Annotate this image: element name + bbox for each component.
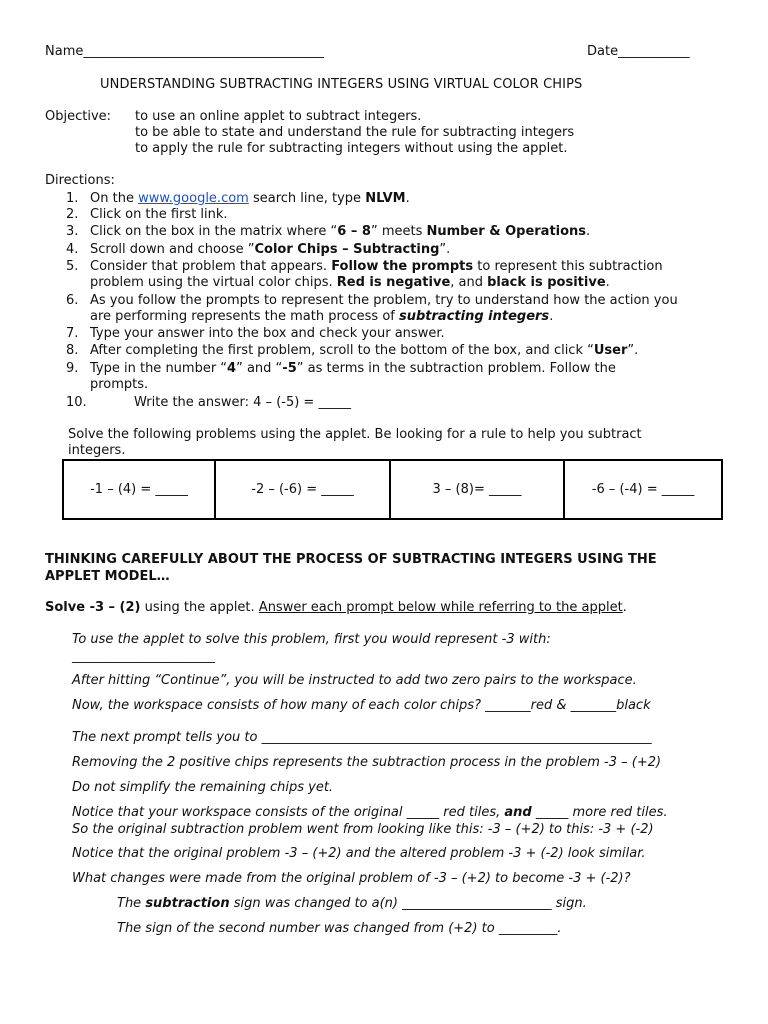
direction-num: 9. <box>66 361 79 376</box>
page-title: UNDERSTANDING SUBTRACTING INTEGERS USING VIRTUAL COLOR CHIPS <box>100 77 583 92</box>
prompt-12: The sign of the second number was changed from (+2) to _________. <box>117 921 562 936</box>
d9-b: 4 <box>227 361 237 376</box>
p7-a: Notice that your workspace consists of the original _____ red tiles, <box>72 805 505 820</box>
d6-d: . <box>549 309 554 324</box>
d5-f: , and <box>450 275 488 290</box>
d5-c: to represent this subtraction <box>473 259 663 274</box>
d8-a: After completing the first problem, scroll to the bottom of the box, and click “ <box>90 343 594 358</box>
problem-cell[interactable]: 3 – (8)= _____ <box>390 460 564 519</box>
d4-b: Color Chips – Subtracting <box>254 242 440 257</box>
d3-a: Click on the box in the matrix where “ <box>90 224 338 239</box>
solve-end: . <box>622 600 627 615</box>
d1-text-b: search line, type <box>248 191 366 206</box>
direction-3 <box>90 224 590 239</box>
direction-6-line-2 <box>90 309 553 324</box>
prompt-2: After hitting “Continue”, you will be instructed to add two zero pairs to the workspace. <box>72 673 637 688</box>
date-field[interactable]: Date___________ <box>587 44 690 59</box>
prompt-9: Notice that the original problem -3 – (+2) and the altered problem -3 + (-2) look similar. <box>72 846 646 861</box>
direction-num: 6. <box>66 293 79 308</box>
solve-intro-line-2: integers. <box>68 443 126 458</box>
d3-e: . <box>586 224 591 239</box>
d1-text-a: On the <box>90 191 139 206</box>
problem-cell[interactable]: -6 – (-4) = _____ <box>564 460 722 519</box>
d5-b: Follow the prompts <box>331 259 474 274</box>
d4-a: Scroll down and choose ” <box>90 242 255 257</box>
prompt-5: Removing the 2 positive chips represents the subtraction process in the problem -3 – (+2) <box>72 755 662 770</box>
objective-line-3: to apply the rule for subtracting integers without using the applet. <box>135 141 568 156</box>
direction-5-line-2 <box>90 275 610 290</box>
d3-d: Number & Operations <box>426 224 587 239</box>
direction-2: Click on the first link. <box>90 207 228 222</box>
d1-nlvm: NLVM <box>365 191 406 206</box>
d5-d: problem using the virtual color chips. <box>90 275 337 290</box>
direction-6-line-1: As you follow the prompts to represent the problem, try to understand how the action you <box>90 293 678 308</box>
objective-label: Objective: <box>45 109 112 124</box>
prompt-1: To use the applet to solve this problem, first you would represent -3 with: <box>72 632 551 647</box>
direction-num: 1. <box>66 191 79 206</box>
d1-end: . <box>405 191 410 206</box>
directions-label: Directions: <box>45 173 115 188</box>
direction-4 <box>90 242 450 257</box>
prompt-10: What changes were made from the original problem of -3 – (+2) to become -3 + (-2)? <box>72 871 631 886</box>
prompt-8: So the original subtraction problem went from looking like this: -3 – (+2) to this: -3 + (-2) <box>72 822 654 837</box>
d5-e: Red is negative <box>336 275 451 290</box>
p7-b: and <box>504 805 532 820</box>
d3-c: ” meets <box>370 224 427 239</box>
direction-num: 4. <box>66 242 79 257</box>
answer-blank[interactable]: ______________________ <box>72 649 215 664</box>
prompt-6: Do not simplify the remaining chips yet. <box>72 780 334 795</box>
prompt-11 <box>117 896 587 911</box>
direction-num: 7. <box>66 326 79 341</box>
d6-b: are performing represents the math process of <box>90 309 399 324</box>
d5-h: . <box>605 275 610 290</box>
solve-intro-line-1: Solve the following problems using the applet. Be looking for a rule to help you subtract <box>68 427 642 442</box>
solve-underline: Answer each prompt below while referring to the applet <box>258 600 623 615</box>
p11-b: subtraction <box>145 896 230 911</box>
d9-c: ” and “ <box>236 361 283 376</box>
d6-c: subtracting integers <box>399 309 550 324</box>
direction-num: 8. <box>66 343 79 358</box>
p11-a: The <box>117 896 146 911</box>
d9-d: -5 <box>282 361 297 376</box>
direction-num: 10. <box>66 395 87 410</box>
prompt-7 <box>72 805 668 820</box>
direction-num: 5. <box>66 259 79 274</box>
p11-c: sign was changed to a(n) _______________________ sign. <box>229 896 587 911</box>
prompt-3: Now, the workspace consists of how many of each color chips? _______red & _______black <box>72 698 651 713</box>
direction-8 <box>90 343 638 358</box>
p7-c: _____ more red tiles. <box>531 805 668 820</box>
solve-bold: Solve -3 – (2) <box>45 600 141 615</box>
d9-e: ” as terms in the subtraction problem. Follow the <box>296 361 616 376</box>
direction-num: 3. <box>66 224 79 239</box>
direction-10: Write the answer: 4 – (-5) = _____ <box>134 395 351 410</box>
objective-line-1: to use an online applet to subtract integers. <box>135 109 422 124</box>
thinking-heading-1: THINKING CAREFULLY ABOUT THE PROCESS OF SUBTRACTING INTEGERS USING THE <box>45 552 657 567</box>
d5-a: Consider that problem that appears. <box>90 259 332 274</box>
d5-g: black is positive <box>487 275 606 290</box>
google-link[interactable]: www.google.com <box>138 191 249 206</box>
d4-c: ”. <box>439 242 451 257</box>
direction-9-line-2: prompts. <box>90 377 149 392</box>
problem-table <box>62 459 723 520</box>
direction-5-line-1 <box>90 259 663 274</box>
problem-cell[interactable]: -2 – (-6) = _____ <box>215 460 390 519</box>
problem-cell[interactable]: -1 – (4) = _____ <box>63 460 215 519</box>
d8-c: ”. <box>627 343 639 358</box>
d9-a: Type in the number “ <box>90 361 228 376</box>
objective-line-2: to be able to state and understand the rule for subtracting integers <box>135 125 575 140</box>
d3-b: 6 – 8 <box>337 224 371 239</box>
solve-mid: using the applet. <box>140 600 259 615</box>
d8-b: User <box>593 343 628 358</box>
name-field[interactable]: Name_____________________________________ <box>45 44 324 59</box>
direction-9-line-1 <box>90 361 616 376</box>
prompt-4: The next prompt tells you to ____________________________________________________________ <box>72 730 652 745</box>
solve-instruction <box>45 600 627 615</box>
direction-7: Type your answer into the box and check your answer. <box>90 326 445 341</box>
direction-1 <box>90 191 410 206</box>
thinking-heading-2: APPLET MODEL… <box>45 569 170 584</box>
direction-num: 2. <box>66 207 79 222</box>
